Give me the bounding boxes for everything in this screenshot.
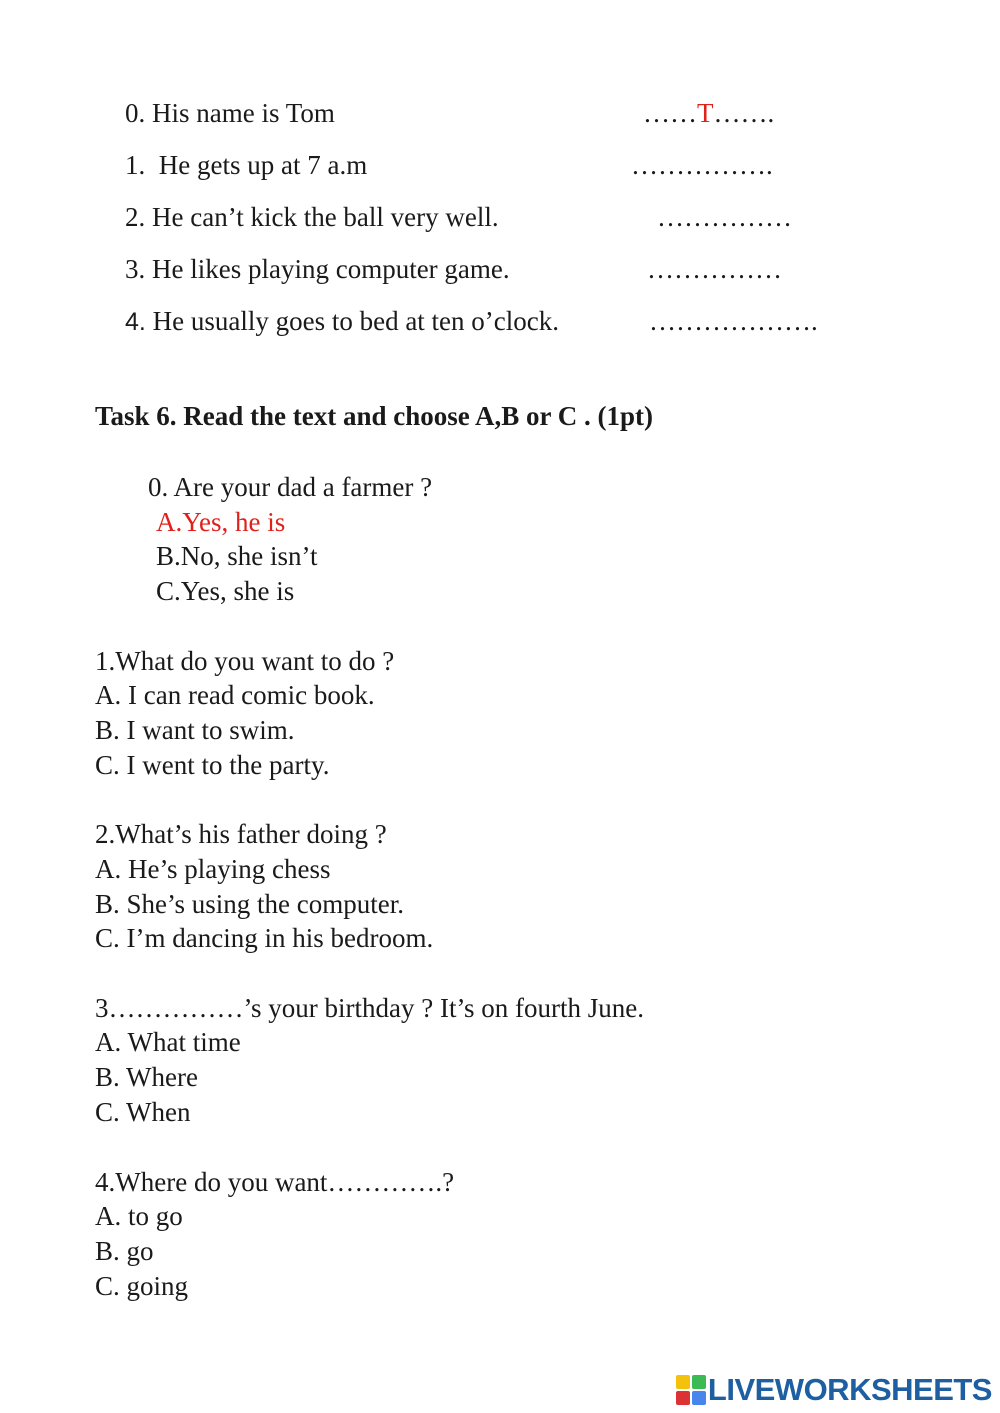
task5-item-2-blank[interactable]: …………… (657, 202, 792, 232)
logo-icon-tile-2 (692, 1375, 706, 1389)
task5-item-1-blank[interactable]: ……………. (631, 150, 773, 180)
question-4-option-a[interactable]: A. to go (95, 1201, 183, 1231)
question-1-option-b[interactable]: B. I want to swim. (95, 715, 295, 745)
task5-item-0-sentence: 0. His name is Tom (125, 98, 335, 128)
liveworksheets-icon (676, 1375, 706, 1405)
question-3-option-a[interactable]: A. What time (95, 1027, 241, 1057)
question-3-option-c[interactable]: C. When (95, 1097, 191, 1127)
question-2-option-a[interactable]: A. He’s playing chess (95, 854, 331, 884)
example-answer: T (697, 98, 714, 128)
question-4-option-c[interactable]: C. going (95, 1271, 189, 1301)
task5-item-4-number: 4. (125, 308, 146, 336)
question-2-option-c[interactable]: C. I’m dancing in his bedroom. (95, 923, 434, 953)
example-option-c[interactable]: C.Yes, she is (156, 576, 295, 606)
question-2-option-b[interactable]: B. She’s using the computer. (95, 889, 404, 919)
blank-left: …… (643, 98, 697, 128)
example-option-b[interactable]: B.No, she isn’t (156, 541, 318, 571)
task5-item-0-blank[interactable] (643, 97, 774, 129)
question-4: 4.Where do you want………….? (95, 1167, 455, 1197)
task5-item-4-sentence (125, 305, 559, 338)
task5-item-4-text: He usually goes to bed at ten o’clock. (145, 306, 559, 336)
question-2: 2.What’s his father doing ? (95, 819, 387, 849)
task5-item-3-sentence: 3. He likes playing computer game. (125, 254, 510, 284)
question-4-option-b[interactable]: B. go (95, 1236, 154, 1266)
question-1-option-a[interactable]: A. I can read comic book. (95, 680, 375, 710)
question-3: 3……………’s your birthday ? It’s on fourth June. (95, 993, 644, 1023)
logo-icon-tile-1 (676, 1375, 690, 1389)
question-1: 1.What do you want to do ? (95, 646, 395, 676)
task5-item-3-blank[interactable]: …………… (647, 254, 782, 284)
logo-icon-tile-3 (676, 1391, 690, 1405)
logo-text: LIVEWORKSHEETS (707, 1372, 992, 1407)
question-1-option-c[interactable]: C. I went to the party. (95, 750, 330, 780)
logo-icon-tile-4 (692, 1391, 706, 1405)
blank-right: ……. (713, 98, 775, 128)
example-option-a[interactable]: A.Yes, he is (156, 507, 286, 537)
task6-title: Task 6. Read the text and choose A,B or C . (1pt) (95, 401, 654, 431)
task5-item-4-blank[interactable]: ………………. (649, 306, 818, 336)
task5-item-2-sentence: 2. He can’t kick the ball very well. (125, 202, 499, 232)
liveworksheets-logo (676, 1373, 992, 1407)
example-question: 0. Are your dad a farmer ? (148, 472, 433, 502)
question-3-option-b[interactable]: B. Where (95, 1062, 198, 1092)
task5-item-1-sentence: 1. He gets up at 7 a.m (125, 150, 368, 180)
